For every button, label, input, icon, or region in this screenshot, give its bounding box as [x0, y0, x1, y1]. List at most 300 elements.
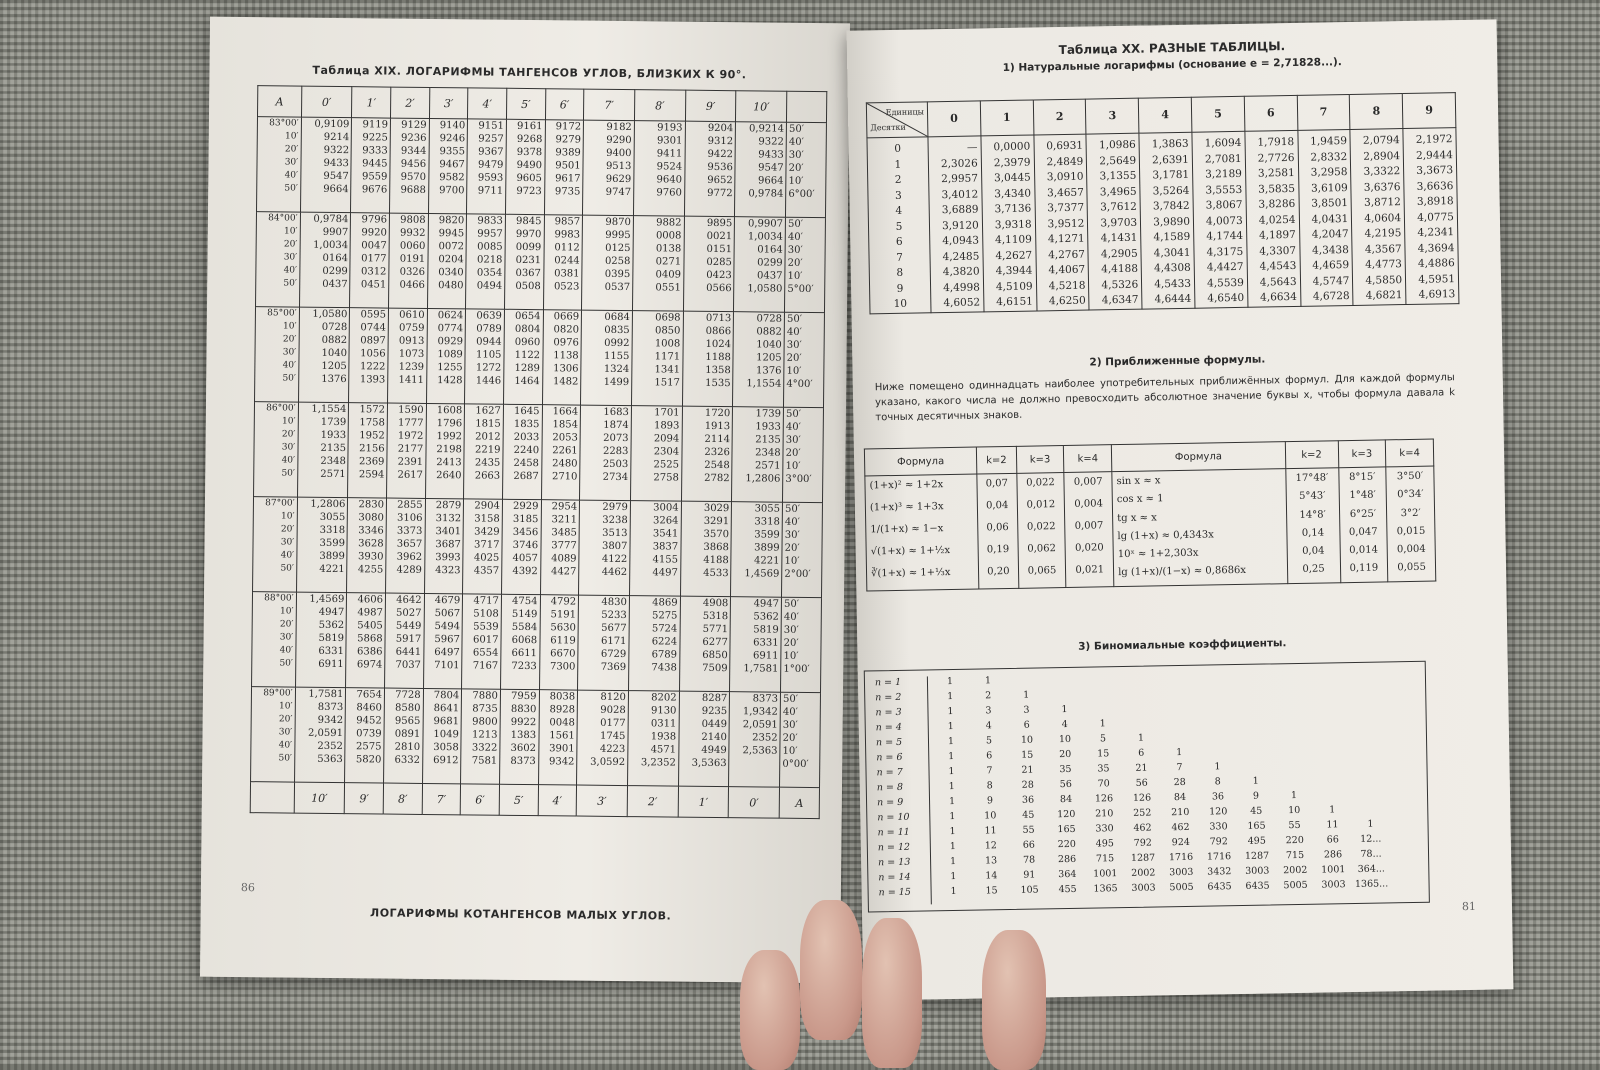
cot-angle-label: 50′ — [787, 313, 822, 326]
log-value-cell — [467, 119, 507, 214]
log-value: 1,4569 — [734, 567, 780, 580]
angle-label: 89°00′ — [254, 687, 293, 700]
log-value: 3211 — [543, 513, 577, 526]
log-angle-cell — [254, 402, 299, 497]
log-value-cell — [630, 406, 682, 502]
log-value: 6729 — [581, 648, 627, 661]
binom-coefficient: 105 — [1011, 884, 1049, 896]
log-col-header: A — [257, 86, 301, 117]
log-value: 0395 — [584, 268, 630, 281]
binom-coefficient: 6435 — [1238, 880, 1276, 892]
log-value: 3541 — [633, 527, 679, 540]
log-value-cell — [298, 307, 350, 403]
k-value: 0,004 — [1069, 496, 1108, 519]
log-value-cell — [505, 119, 545, 214]
log-value: 4947 — [733, 597, 779, 610]
tens-label: 4 — [872, 203, 926, 219]
log-block-row — [252, 592, 822, 693]
log-value: 9800 — [464, 715, 498, 728]
angle-label: 40′ — [254, 644, 293, 657]
log-value: 0866 — [685, 325, 731, 338]
log-value: 0451 — [353, 278, 387, 291]
log-value: 4792 — [542, 595, 576, 608]
log-value-cell — [425, 403, 465, 498]
log-value: 6850 — [682, 649, 728, 662]
binom-coefficient: 220 — [1048, 839, 1086, 851]
log-value-cell — [299, 212, 351, 308]
binomial-values — [865, 662, 1425, 672]
log-value: 3570 — [683, 528, 729, 541]
log-value: 1952 — [351, 429, 385, 442]
log-value: 1482 — [545, 375, 579, 388]
log-value: 1171 — [634, 350, 680, 363]
binom-coefficient: 1 — [934, 841, 972, 853]
log-value: 1758 — [351, 416, 385, 429]
log-value: 9922 — [503, 716, 537, 729]
log-value: 2617 — [389, 469, 423, 482]
log-value-cell — [681, 406, 733, 502]
natlog-value-cell — [1086, 133, 1142, 309]
log-value: 3657 — [389, 538, 423, 551]
log-value: 3132 — [427, 512, 461, 525]
cot-angle-label: 40′ — [787, 326, 822, 339]
log-value: 0072 — [430, 240, 464, 253]
ln-value: 3,1781 — [1143, 168, 1189, 184]
log-value: 6911 — [733, 649, 779, 662]
log-value: 2413 — [428, 456, 462, 469]
log-value: 8830 — [503, 703, 537, 716]
binom-coefficient: 120 — [1047, 809, 1085, 821]
log-value-cell — [732, 407, 784, 503]
log-value-cell — [423, 593, 463, 688]
angle-label: 88°00′ — [255, 592, 294, 605]
binom-coefficient: 12... — [1352, 833, 1390, 845]
log-value: 9920 — [353, 226, 387, 239]
k-value-cell — [1064, 472, 1114, 588]
angle-label: 50′ — [253, 752, 292, 765]
log-value: 5630 — [542, 621, 576, 634]
ln-value: 2,9444 — [1407, 148, 1453, 164]
log-value: 9513 — [586, 160, 632, 173]
log-value-cell — [389, 213, 429, 308]
formula-cell — [1112, 469, 1288, 587]
log-value: 5820 — [348, 753, 382, 766]
ln-value: 4,4659 — [1303, 258, 1349, 274]
log-value: 1499 — [583, 376, 629, 389]
binom-coefficient: 120 — [1199, 806, 1237, 818]
log-value: 6171 — [581, 635, 627, 648]
log-col-header: 9′ — [685, 90, 736, 122]
finger — [800, 900, 862, 1040]
log-value: 1893 — [634, 419, 680, 432]
log-angle-cell — [251, 687, 296, 782]
k-value: 5°43′ — [1290, 489, 1334, 508]
log-value-cell — [427, 213, 467, 308]
ln-value: 4,1589 — [1144, 230, 1190, 246]
binom-coefficient: 1 — [932, 721, 970, 733]
log-value: 0882 — [301, 334, 347, 347]
log-value: 9452 — [348, 714, 382, 727]
log-value: 7959 — [503, 690, 537, 703]
log-value-cell — [463, 499, 503, 594]
log-value: 2326 — [684, 446, 730, 459]
ln-value: 2,7081 — [1196, 151, 1242, 167]
cot-angle-label: 20′ — [787, 352, 822, 365]
log-value: 2,0591 — [732, 718, 778, 731]
angle-label: 84°00′ — [259, 212, 298, 225]
log-value: 3456 — [505, 526, 539, 539]
log-value: 9547 — [738, 161, 784, 174]
log-value: 6912 — [425, 754, 459, 767]
log-value: 9214 — [303, 131, 349, 144]
binom-coefficient: 5 — [1084, 733, 1122, 745]
ln-value: 3,0445 — [985, 171, 1031, 187]
natlog-unit-header: 9 — [1402, 93, 1455, 129]
binom-n-label: n = 11 — [877, 827, 909, 839]
ln-value: 2,3979 — [985, 155, 1031, 171]
log-value: 3318 — [299, 524, 345, 537]
log-value: 0,9907 — [737, 217, 783, 230]
log-footer-cell: 8′ — [383, 783, 422, 814]
log-value: 1739 — [735, 407, 781, 420]
log-value: 6789 — [631, 648, 677, 661]
log-value: 4497 — [632, 566, 678, 579]
log-value: 0409 — [635, 268, 681, 281]
natlog-unit-header: 3 — [1086, 98, 1139, 134]
angle-label: 20′ — [257, 428, 296, 441]
log-value: 7880 — [464, 689, 498, 702]
angle-label: 30′ — [254, 631, 293, 644]
log-value: 4987 — [349, 606, 383, 619]
log-value-cell — [682, 311, 734, 407]
angle-label: 40′ — [255, 549, 294, 562]
log-value: 1854 — [544, 418, 578, 431]
binom-coefficient: 1 — [1313, 804, 1351, 816]
angle-label: 10′ — [256, 510, 295, 523]
binom-coefficient: 7 — [970, 765, 1008, 777]
log-value: 9312 — [687, 135, 733, 148]
log-value: 1517 — [634, 376, 680, 389]
log-footer-cell: 4′ — [538, 785, 577, 816]
log-value-cell — [499, 689, 539, 784]
log-value: 0774 — [429, 322, 463, 335]
k-value: 0,19 — [983, 542, 1014, 565]
cot-angle-label: 50′ — [783, 693, 818, 706]
log-value: 4908 — [683, 597, 729, 610]
log-value: 6068 — [503, 634, 537, 647]
binom-coefficient: 28 — [1161, 777, 1199, 789]
binom-coefficient: 1287 — [1238, 850, 1276, 862]
log-value: 2033 — [506, 431, 540, 444]
tens-label: 3 — [871, 188, 925, 204]
left-page-bottom-title: ЛОГАРИФМЫ КОТАНГЕНСОВ МАЛЫХ УГЛОВ. — [201, 905, 841, 925]
log-value: 1008 — [634, 337, 680, 350]
binom-coefficient: 36 — [1199, 791, 1237, 803]
finger — [982, 930, 1046, 1070]
log-value: 3346 — [350, 524, 384, 537]
log-value: 3807 — [582, 540, 628, 553]
log-value: 0551 — [635, 281, 681, 294]
log-footer-cell: 0′ — [729, 787, 780, 819]
natlog-value-cell — [981, 135, 1037, 311]
binom-coefficient: 3003 — [1162, 867, 1200, 879]
log-value: 9225 — [354, 131, 388, 144]
log-value: 0960 — [507, 336, 541, 349]
binom-coefficient: 1716 — [1200, 851, 1238, 863]
log-block-row — [255, 307, 825, 408]
natlog-unit-header: 5 — [1191, 96, 1244, 132]
cot-angle-label: 2°00′ — [784, 568, 819, 581]
log-value: 2734 — [582, 471, 628, 484]
ln-value: 4,5643 — [1251, 274, 1297, 290]
log-value: 9983 — [546, 228, 580, 241]
k-value: 0,007 — [1069, 474, 1108, 497]
log-value: 9333 — [354, 144, 388, 157]
log-value: 2391 — [389, 456, 423, 469]
log-value: 4057 — [504, 552, 538, 565]
ln-value: 3,2958 — [1302, 165, 1348, 181]
k-value: 0,047 — [1344, 524, 1383, 543]
binom-coefficient: 66 — [1010, 839, 1048, 851]
log-value-cell — [734, 217, 786, 313]
right-page — [847, 19, 1514, 1000]
binom-coefficient: 6 — [970, 750, 1008, 762]
ln-value: 4,6250 — [1040, 294, 1086, 310]
log-value: 1796 — [428, 417, 462, 430]
log-value-cell — [683, 216, 735, 312]
ln-value: 2,8332 — [1301, 150, 1347, 166]
log-value: 9907 — [302, 226, 348, 239]
ln-value: 2,7726 — [1249, 150, 1295, 166]
binom-coefficient: 10 — [1008, 734, 1046, 746]
log-value: 5318 — [682, 610, 728, 623]
log-value: 7728 — [387, 689, 421, 702]
ln-value: 4,0431 — [1302, 212, 1348, 228]
log-value: 0,9214 — [738, 122, 784, 135]
angle-label: 10′ — [260, 130, 299, 143]
ln-value: 3,2189 — [1196, 167, 1242, 183]
log-value: 1720 — [685, 407, 731, 420]
binom-coefficient: 15 — [1084, 748, 1122, 760]
log-value: 3,2352 — [630, 756, 676, 769]
log-value: 1464 — [506, 375, 540, 388]
log-value: 1376 — [736, 364, 782, 377]
section-approx-formulas: 2) Приближенные формулы. — [852, 349, 1502, 372]
log-value: 2904 — [466, 499, 500, 512]
log-value: 9652 — [687, 174, 733, 187]
log-value: 6974 — [349, 658, 383, 671]
binom-n-label: n = 14 — [878, 872, 910, 884]
angle-label: 30′ — [259, 156, 298, 169]
log-value: 3,5363 — [681, 757, 727, 770]
k-value: 3°2′ — [1391, 505, 1430, 524]
log-value-cell — [684, 121, 736, 217]
k-value: 0,015 — [1391, 524, 1430, 543]
log-value: 3777 — [543, 539, 577, 552]
log-value-cell — [538, 690, 578, 785]
log-value: 9378 — [509, 146, 543, 159]
log-value: 0138 — [635, 242, 681, 255]
log-cot-angle-cell — [782, 502, 823, 597]
log-value: 4754 — [504, 595, 538, 608]
log-value: 4869 — [632, 596, 678, 609]
ln-value: 3,6889 — [933, 202, 979, 218]
k-value: 0,022 — [1021, 475, 1060, 498]
log-value-cell — [633, 121, 685, 217]
log-value: 0744 — [352, 321, 386, 334]
log-value: 9760 — [636, 186, 682, 199]
log-value: 1383 — [502, 729, 536, 742]
log-value: 4188 — [683, 554, 729, 567]
ln-value: 4,6821 — [1357, 288, 1403, 304]
log-value: 0177 — [580, 717, 626, 730]
log-value: 5027 — [388, 607, 422, 620]
log-value: 2140 — [681, 731, 727, 744]
log-value: 9932 — [392, 227, 426, 240]
natlog-unit-header: 0 — [927, 101, 980, 137]
log-value: 3599 — [299, 537, 345, 550]
log-value-cell — [346, 593, 386, 688]
log-value: 1376 — [301, 373, 347, 386]
ln-value: 3,4657 — [1038, 185, 1084, 201]
k-value: 8°15′ — [1343, 469, 1382, 488]
log-value: 3429 — [466, 525, 500, 538]
log-value: 0,9784 — [303, 213, 349, 226]
binom-coefficient: 6 — [1122, 747, 1160, 759]
log-value: 0367 — [507, 267, 541, 280]
ln-value: 3,4340 — [985, 186, 1031, 202]
natlog-value-cell — [1350, 129, 1406, 305]
log-value: 2548 — [684, 459, 730, 472]
log-value: 5539 — [465, 620, 499, 633]
log-value: 9882 — [636, 216, 682, 229]
binom-coefficient: 1 — [1045, 704, 1083, 716]
log-value: 1992 — [428, 430, 462, 443]
ln-value: 3,7842 — [1144, 199, 1190, 215]
tens-label: 7 — [872, 250, 926, 266]
ln-value: 1,3863 — [1143, 137, 1189, 153]
log-value: 1,7581 — [298, 688, 344, 701]
log-value: 4947 — [298, 606, 344, 619]
ln-value: 3,8501 — [1302, 196, 1348, 212]
binom-coefficient: 8 — [971, 780, 1009, 792]
log-value: 9151 — [470, 119, 504, 132]
natlog-value-cell — [1403, 128, 1459, 304]
log-value: 2261 — [544, 444, 578, 457]
cot-angle-label: 50′ — [786, 408, 821, 421]
log-value: 9796 — [353, 213, 387, 226]
ln-value: 4,6347 — [1093, 293, 1139, 309]
ln-value: 3,4965 — [1091, 184, 1137, 200]
k-value: 0,25 — [1292, 562, 1336, 581]
formula-col-header: Формула — [1111, 442, 1285, 472]
k-value: 0,04 — [1291, 543, 1335, 562]
cot-angle-label: 20′ — [786, 447, 821, 460]
binom-coefficient: 1 — [969, 675, 1007, 687]
binom-coefficient: 455 — [1049, 884, 1087, 896]
ln-value: 3,8286 — [1249, 197, 1295, 213]
binom-coefficient: 126 — [1123, 792, 1161, 804]
log-col-header: 5′ — [506, 88, 545, 119]
log-value: 5771 — [682, 623, 728, 636]
binom-coefficient: 1 — [933, 796, 971, 808]
binom-coefficient: 252 — [1123, 807, 1161, 819]
log-value-cell — [733, 312, 785, 408]
binom-coefficient: 21 — [1008, 764, 1046, 776]
log-value-cell — [628, 596, 680, 692]
log-value: 2053 — [544, 431, 578, 444]
log-value: 0820 — [545, 323, 579, 336]
log-value: 3899 — [299, 550, 345, 563]
log-value-cell — [294, 687, 346, 783]
log-value: 9445 — [354, 157, 388, 170]
log-value: 9433 — [738, 148, 784, 161]
cot-angle-label: 20′ — [788, 257, 823, 270]
log-value: 9290 — [586, 134, 632, 147]
log-value: 0285 — [686, 256, 732, 269]
cot-angle-label: 30′ — [785, 529, 820, 542]
ln-value: 3,8712 — [1355, 195, 1401, 211]
natlog-unit-header: 2 — [1033, 99, 1086, 135]
formula-entry: tg x ≈ x — [1117, 508, 1282, 529]
log-value: 1561 — [541, 729, 575, 742]
binom-coefficient: 286 — [1314, 849, 1352, 861]
log-value: 0047 — [353, 239, 387, 252]
log-value: 9236 — [393, 132, 427, 145]
ln-value: 4,6728 — [1304, 289, 1350, 305]
log-value: 0177 — [353, 252, 387, 265]
corner-units-label: Единицы — [886, 104, 925, 120]
cot-angle-label: 20′ — [785, 542, 820, 555]
log-value: 5149 — [504, 608, 538, 621]
log-value: 9995 — [585, 229, 631, 242]
log-value: 9140 — [432, 119, 466, 132]
cot-angle-label: 0°00′ — [782, 758, 817, 771]
log-value-cell — [295, 592, 347, 688]
ln-value: 3,9120 — [933, 218, 979, 234]
section-natural-logs: 1) Натуральные логарифмы (основание e = 2,71828...). — [847, 53, 1497, 76]
log-value: 1,0034 — [737, 230, 783, 243]
binom-coefficient: 1 — [935, 886, 973, 898]
angle-label: 30′ — [258, 251, 297, 264]
binom-coefficient: 3 — [1007, 704, 1045, 716]
log-value: 9772 — [687, 187, 733, 200]
ln-value: 4,1744 — [1197, 229, 1243, 245]
log-value: 3602 — [502, 742, 536, 755]
log-value-cell — [348, 403, 388, 498]
log-value: 3318 — [734, 515, 780, 528]
formula-cell — [865, 474, 979, 591]
natlog-tens-cell — [867, 137, 931, 314]
log-value: 0244 — [546, 254, 580, 267]
log-value: 1089 — [429, 348, 463, 361]
tens-label: 5 — [872, 219, 926, 235]
ln-value: 4,5326 — [1092, 277, 1138, 293]
log-value: 3029 — [684, 502, 730, 515]
log-value: 3899 — [734, 541, 780, 554]
log-value-cell — [388, 308, 428, 403]
log-value: 4679 — [427, 594, 461, 607]
log-value: 5275 — [632, 609, 678, 622]
tens-label: 1 — [871, 157, 925, 173]
log-value: 3628 — [350, 537, 384, 550]
log-value: 9570 — [392, 171, 426, 184]
log-angle-cell — [256, 212, 301, 307]
page-number-right: 81 — [1462, 900, 1476, 913]
natlog-value-cell — [1192, 131, 1248, 307]
log-value: 5819 — [298, 632, 344, 645]
log-value: 9301 — [637, 134, 683, 147]
